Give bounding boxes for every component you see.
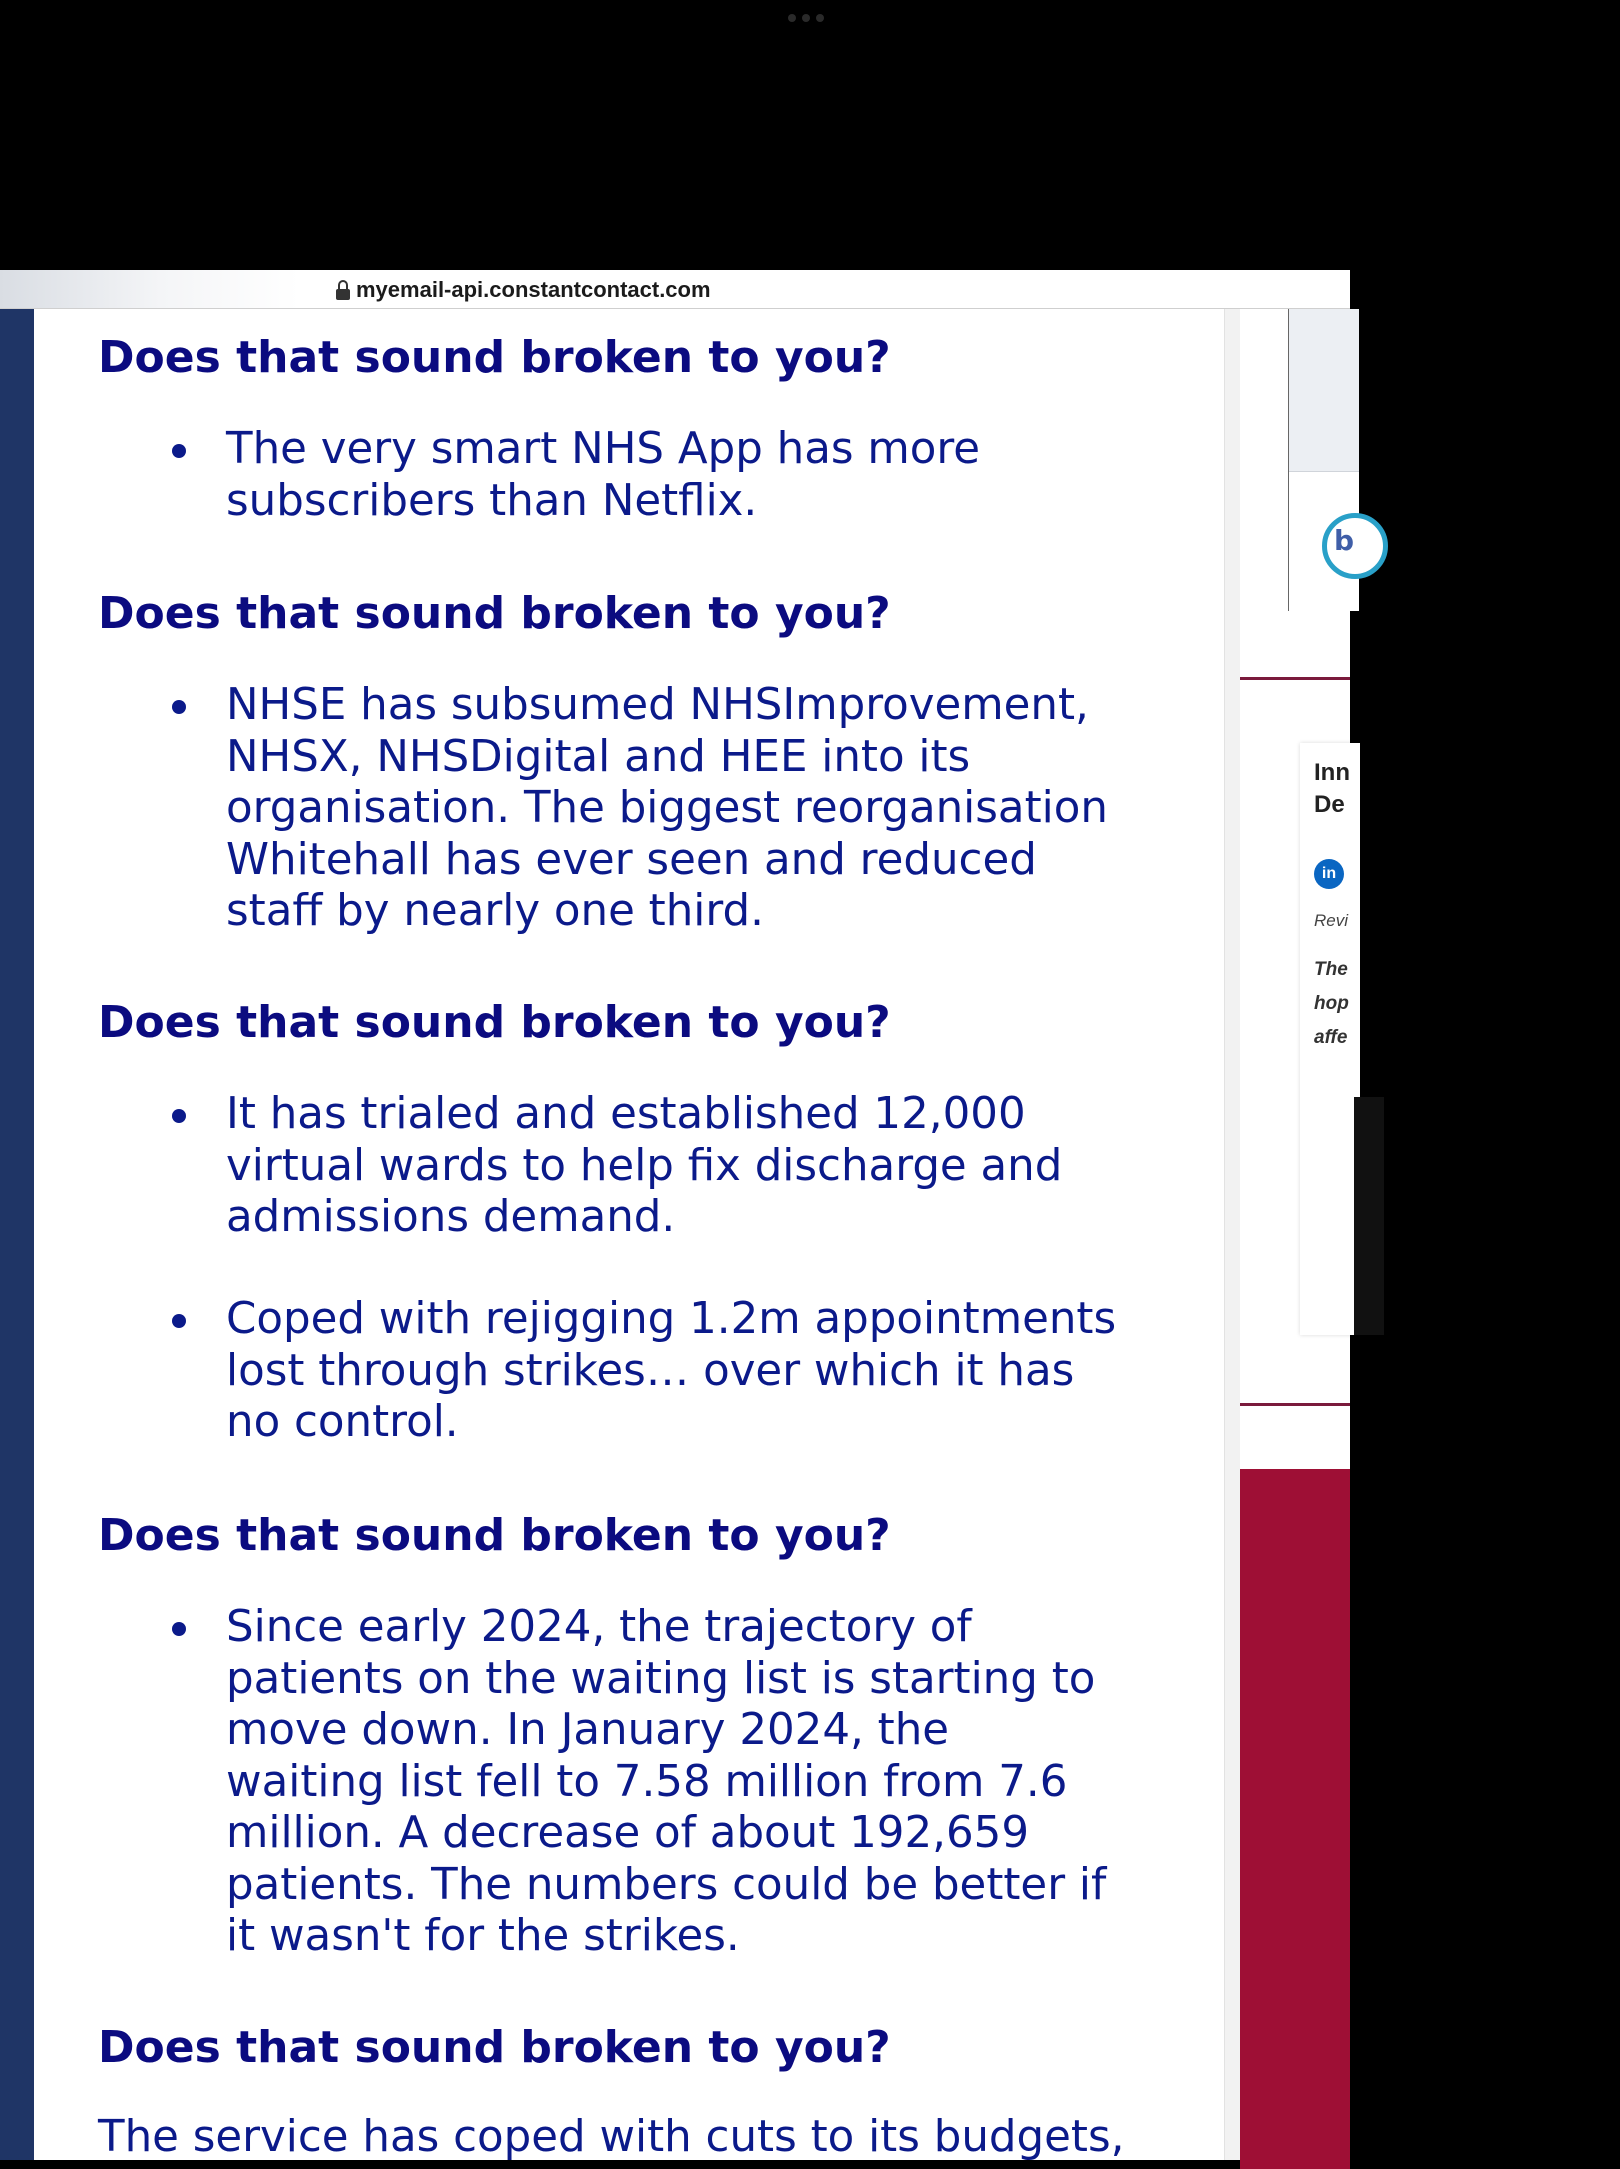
- article-title[interactable]: Inn De: [1314, 759, 1350, 818]
- url-text: myemail-api.constantcontact.com: [356, 277, 711, 302]
- article-quote: The hop affe: [1314, 959, 1349, 1048]
- list-item: NHSE has subsumed NHSImprovement, NHSX, NHSDigital and HEE into its organisation. The biggest reorganisation Whitehall has ever seen and reduced staff by nearly one third.: [172, 680, 1202, 938]
- section-heading: Does that sound broken to you?: [98, 997, 891, 1048]
- right-sidebar: [1240, 309, 1355, 2160]
- bullet-icon: [172, 444, 186, 458]
- brand-logo-icon: b: [1322, 513, 1388, 579]
- linkedin-icon[interactable]: in: [1314, 859, 1344, 889]
- divider: [1240, 677, 1350, 680]
- section-heading: Does that sound broken to you?: [98, 2022, 891, 2073]
- article-card[interactable]: [1300, 743, 1360, 1335]
- crimson-banner: [1240, 1469, 1350, 2169]
- bullet-icon: [172, 1314, 186, 1328]
- section-heading: Does that sound broken to you?: [98, 332, 891, 383]
- list-item: Coped with rejigging 1.2m appointments lost through strikes… over which it has no control.: [172, 1294, 1202, 1449]
- window-drag-handle[interactable]: [788, 14, 824, 22]
- section-heading: Does that sound broken to you?: [98, 588, 891, 639]
- bullet-icon: [172, 1109, 186, 1123]
- list-item: The very smart NHS App has more subscribers than Netflix.: [172, 424, 1202, 527]
- column-gutter: [1224, 309, 1241, 2160]
- bullet-icon: [172, 1622, 186, 1636]
- left-background-strip: [0, 309, 34, 2160]
- article-image: [1354, 1097, 1384, 1335]
- bullet-icon: [172, 700, 186, 714]
- lock-icon: [336, 280, 350, 300]
- email-body[interactable]: [34, 309, 1224, 2160]
- list-item: Since early 2024, the trajectory of patients on the waiting list is starting to move down. In January 2024, the waiting list fell to 7.58 million from 7.6 million. A decrease of about 192,659 patients. The numbers could be better if it wasn't for the strikes.: [172, 1602, 1202, 1963]
- list-item: It has trialed and established 12,000 virtual wards to help fix discharge and admissions demand.: [172, 1089, 1202, 1244]
- section-heading: Does that sound broken to you?: [98, 1510, 891, 1561]
- divider: [1240, 1403, 1350, 1406]
- browser-url-bar[interactable]: [0, 270, 1350, 309]
- closing-paragraph: The service has coped with cuts to its budgets,: [98, 2112, 1125, 2162]
- article-meta: Revi: [1314, 911, 1349, 930]
